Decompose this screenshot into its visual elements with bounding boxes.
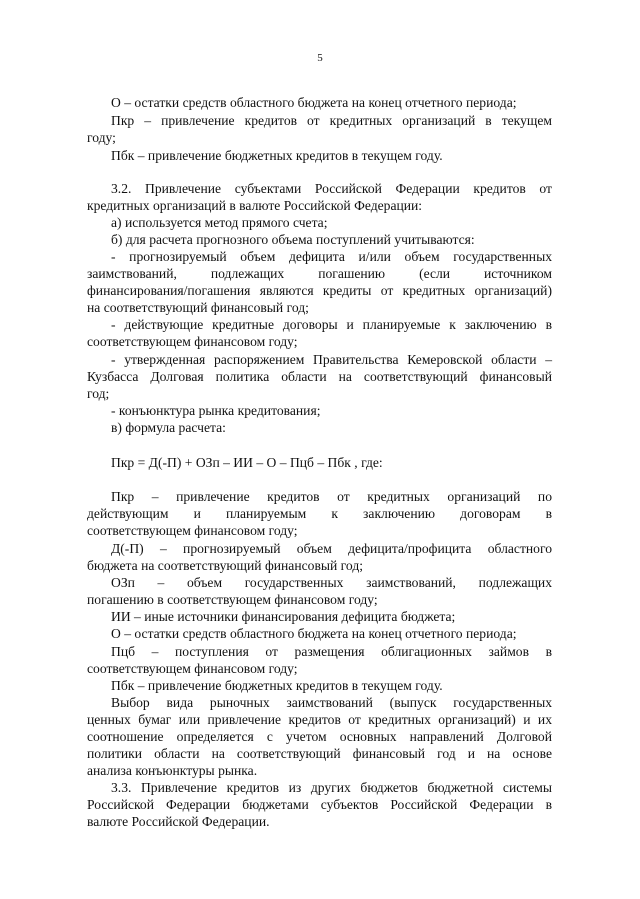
text-line: Выбор вида рыночных заимствований (выпуск государственных [111,695,552,710]
page-number: 5 [317,52,323,64]
text-line: Д(-П) – прогнозируемый объем дефицита/профицита областного [111,541,552,556]
text-line: валюте Российской Федерации. [87,814,270,829]
text-line: соответствующем финансовом году; [87,523,298,538]
text-line: О – остатки средств областного бюджета на конец отчетного периода; [111,95,517,110]
text-line: - конъюнктура рынка кредитования; [111,403,321,418]
text-line: бюджета на соответствующий финансовый год; [87,558,364,573]
text-line: анализа конъюнктуры рынка. [87,763,258,778]
text-line: Пбк – привлечение бюджетных кредитов в текущем году. [111,678,443,693]
text-line: на соответствующий финансовый год; [87,300,309,315]
text-line: - прогнозируемый объем дефицита и/или объем государственных [111,249,552,264]
text-line: погашению в соответствующем финансовом году; [87,592,378,607]
text-line: О – остатки средств областного бюджета на конец отчетного периода; [111,626,517,641]
text-line: Пкр – привлечение кредитов от кредитных организаций по [111,489,552,504]
text-line: Пцб – поступления от размещения облигационных займов в [111,644,552,659]
text-line: а) используется метод прямого счета; [111,215,328,230]
text-line: соотношение определяется с учетом основных направлений Долговой [87,729,552,744]
text-line: год; [87,386,110,401]
text-line: заимствований, подлежащих погашению (если источником [87,266,552,281]
text-line: соответствующем финансовом году; [87,334,298,349]
formula: Пкр = Д(-П) + ОЗп – ИИ – О – Пцб – Пбк , где: [111,455,383,470]
text-line: - действующие кредитные договоры и планируемые к заключению в [111,317,552,332]
text-line: Пкр – привлечение кредитов от кредитных организаций в текущем [111,113,552,128]
text-line: в) формула расчета: [111,420,226,435]
text-line: действующим и планируемым к заключению договорам в [87,506,552,521]
text-line: ОЗп – объем государственных заимствований, подлежащих [111,575,552,590]
text-line: году; [87,130,116,145]
text-line: 3.2. Привлечение субъектами Российской Федерации кредитов от [111,181,552,196]
text-line: Российской Федерации бюджетами субъектов Российской Федерации в [87,797,552,812]
text-line: финансирования/погашения являются кредиты от кредитных организаций) [87,283,552,298]
text-line: политики области на соответствующий финансовый год и на основе [87,746,552,761]
text-line: ценных бумаг или привлечение кредитов от кредитных организаций) и их [87,712,552,727]
text-line: б) для расчета прогнозного объема поступлений учитываются: [111,232,475,247]
text-line: Кузбасса Долговая политика области на соответствующий финансовый [87,369,552,384]
text-line: соответствующем финансовом году; [87,661,298,676]
text-line: 3.3. Привлечение кредитов из других бюджетов бюджетной системы [111,780,552,795]
text-line: ИИ – иные источники финансирования дефицита бюджета; [111,609,456,624]
text-line: кредитных организаций в валюте Российской Федерации: [87,198,423,213]
text-line: - утвержденная распоряжением Правительства Кемеровской области – [111,352,552,367]
text-line: Пбк – привлечение бюджетных кредитов в текущем году. [111,148,443,163]
